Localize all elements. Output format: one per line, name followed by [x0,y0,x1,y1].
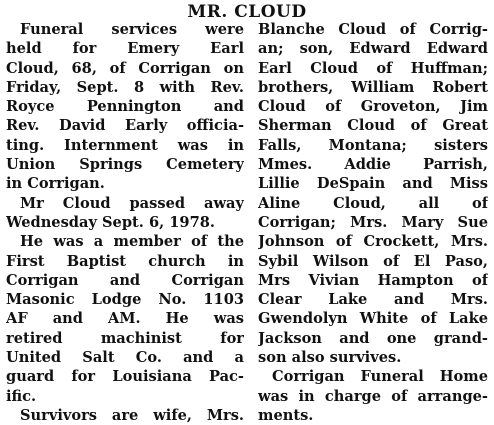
text-line: ific. [6,387,37,405]
text-line: Mmes. Addie Parrish, [258,156,488,174]
text-line: Masonic Lodge No. 1103 [6,291,244,309]
text-line: Friday, Sept. 8 with Rev. [6,78,244,96]
text-line: Corrigan; Mrs. Mary Sue [258,213,488,231]
text-line: United Salt Co. and a [6,349,244,367]
text-line: Survivors are wife, Mrs. [20,406,244,424]
text-line: Earl Cloud of Huffman; [258,59,488,77]
text-line: son also survives. [258,349,402,367]
text-line: Gwendolyn White of Lake [258,310,488,328]
text-line: Sybil Wilson of El Paso, [258,252,488,270]
text-line: was in charge of arrange- [258,387,488,405]
text-line: ting. Internment was in [6,136,244,154]
text-line: held for Emery Earl [6,40,244,58]
text-line: retired machinist for [6,329,244,347]
text-line: He was a member of the [20,233,244,251]
text-line: Rev. David Early officia- [6,117,244,135]
obituary-headline: MR. CLOUD [187,2,307,22]
text-line: Lillie DeSpain and Miss [258,175,488,193]
text-line: Cloud, 68, of Corrigan on [6,59,244,77]
text-line: Royce Pennington and [6,98,244,116]
text-line: brothers, William Robert [258,78,488,96]
text-line: AF and AM. He was [6,310,244,328]
right-column [258,20,488,425]
text-line: guard for Louisiana Pac- [6,368,244,386]
text-line: Mr Cloud passed away [20,194,244,212]
text-line: Wednesday Sept. 6, 1978. [6,213,215,231]
text-line: Union Springs Cemetery [6,156,244,174]
text-line: Clear Lake and Mrs. [258,291,488,309]
text-line: Johnson of Crockett, Mrs. [258,233,488,251]
text-line: an; son, Edward Edward [258,40,488,58]
text-line: Corrigan Funeral Home [272,368,488,386]
text-line: in Corrigan. [6,175,105,193]
text-line: Mrs Vivian Hampton of [258,271,488,289]
text-line: First Baptist church in [6,252,244,270]
text-line: Sherman Cloud of Great [258,117,488,135]
text-line: Funeral services were [20,21,244,38]
text-line: Blanche Cloud of Corrig- [258,21,488,38]
text-line: Falls, Montana; sisters [258,136,488,154]
text-line: ments. [258,406,314,424]
left-column [6,20,244,425]
text-line: Aline Cloud, all of [258,194,488,212]
text-line: Cloud of Groveton, Jim [258,98,488,116]
text-line: Jackson and one grand- [258,329,488,347]
text-line: Corrigan and Corrigan [6,271,244,289]
